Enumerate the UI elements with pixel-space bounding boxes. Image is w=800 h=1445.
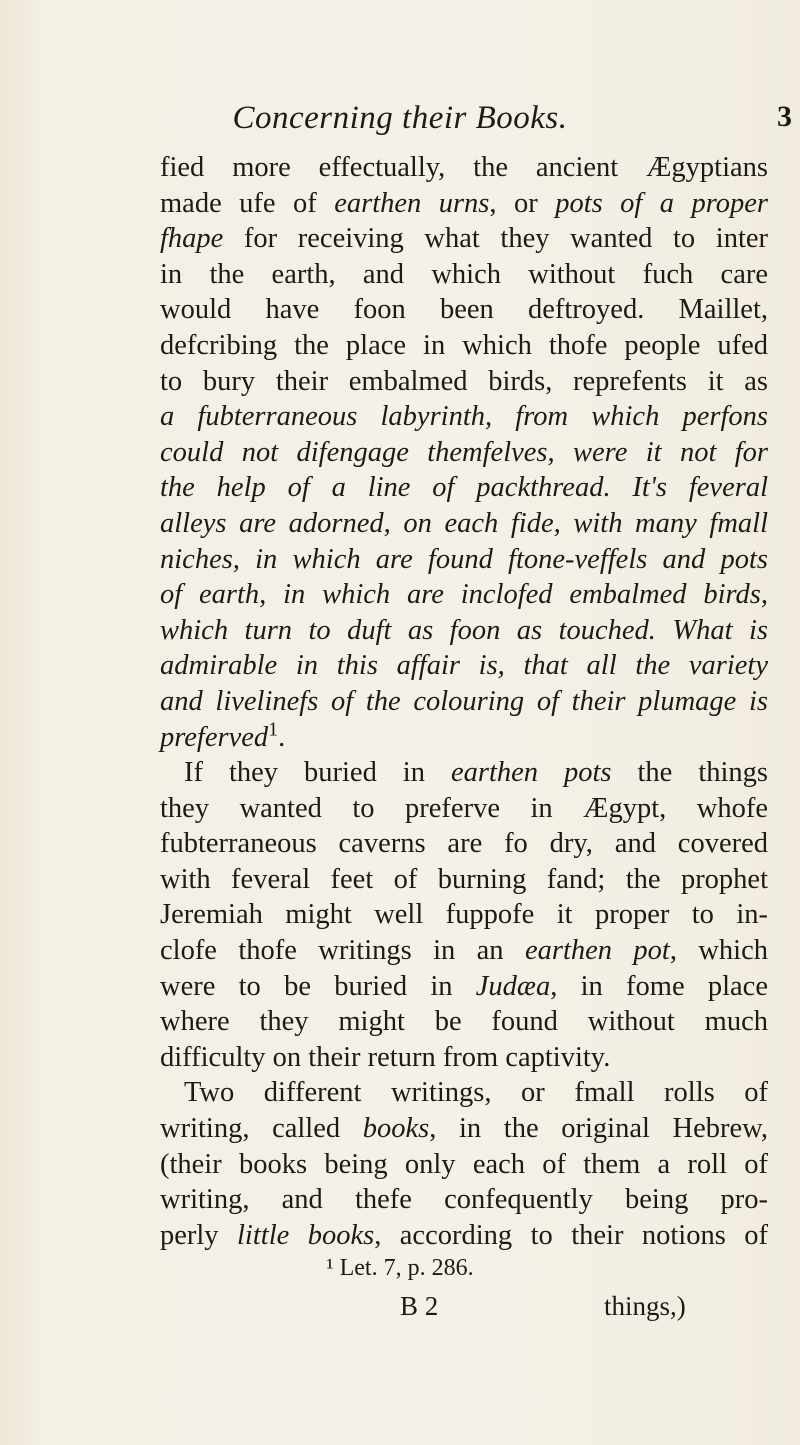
body-text: [160, 150, 768, 1253]
text-line: If they buried in earthen pots the things: [184, 757, 768, 789]
text-line: preferved$^1$.: [160, 718, 286, 753]
text-line: would have foon been deftroyed. Maillet,: [160, 294, 768, 326]
text-line: niches, in which are found ftone-veffels and pots: [160, 543, 768, 575]
text-line: Two different writings, or fmall rolls of: [184, 1077, 768, 1109]
text-line: and livelinefs of the colouring of their plumage is: [160, 685, 768, 717]
text-line: fhape for receiving what they wanted to inter: [160, 223, 768, 255]
text-line: writing, and thefe confequently being pro-: [160, 1184, 768, 1216]
text-line: fied more effectually, the ancient Ægyptians: [160, 152, 768, 183]
text-line: they wanted to preferve in Ægypt, whofe: [160, 792, 768, 824]
page-number: 3: [777, 100, 792, 133]
text-line: a fubterraneous labyrinth, from which perfons: [160, 401, 768, 433]
text-line: perly little books, according to their notions of: [160, 1219, 769, 1251]
text-line: in the earth, and which without fuch care: [160, 258, 768, 290]
footnote: ¹ Let. 7, p. 286.: [326, 1255, 474, 1281]
signature-mark: B 2: [400, 1291, 439, 1321]
text-line: fubterraneous caverns are fo dry, and covered: [160, 828, 768, 860]
text-line: clofe thofe writings in an earthen pot, which: [160, 935, 768, 967]
text-line: where they might be found without much: [160, 1006, 768, 1038]
text-line: Jeremiah might well fuppofe it proper to in-: [160, 899, 768, 931]
running-head: Concerning their Books.: [232, 100, 568, 136]
text-line: to bury their embalmed birds, reprefents it as: [160, 365, 768, 397]
text-line: (their books being only each of them a roll of: [160, 1148, 768, 1180]
text-line: made ufe of earthen urns, or pots of a proper: [160, 187, 768, 219]
text-line: alleys are adorned, on each fide, with many fmall: [160, 507, 768, 539]
text-line: difficulty on their return from captivity.: [160, 1041, 611, 1073]
catchword: things,): [604, 1291, 686, 1321]
text-line: admirable in this affair is, that all the variety: [160, 650, 768, 682]
text-line: the help of a line of packthread. It's feveral: [160, 472, 768, 504]
text-line: writing, called books, in the original Hebrew,: [160, 1113, 768, 1145]
text-line: of earth, in which are inclofed embalmed birds,: [160, 579, 768, 611]
text-line: were to be buried in Judæa, in fome place: [160, 970, 768, 1002]
text-line: defcribing the place in which thofe people ufed: [160, 329, 768, 361]
text-line: could not difengage themfelves, were it not for: [160, 436, 768, 468]
text-line: with feveral feet of burning fand; the prophet: [160, 863, 768, 895]
text-line: which turn to duft as foon as touched. What is: [160, 614, 768, 646]
